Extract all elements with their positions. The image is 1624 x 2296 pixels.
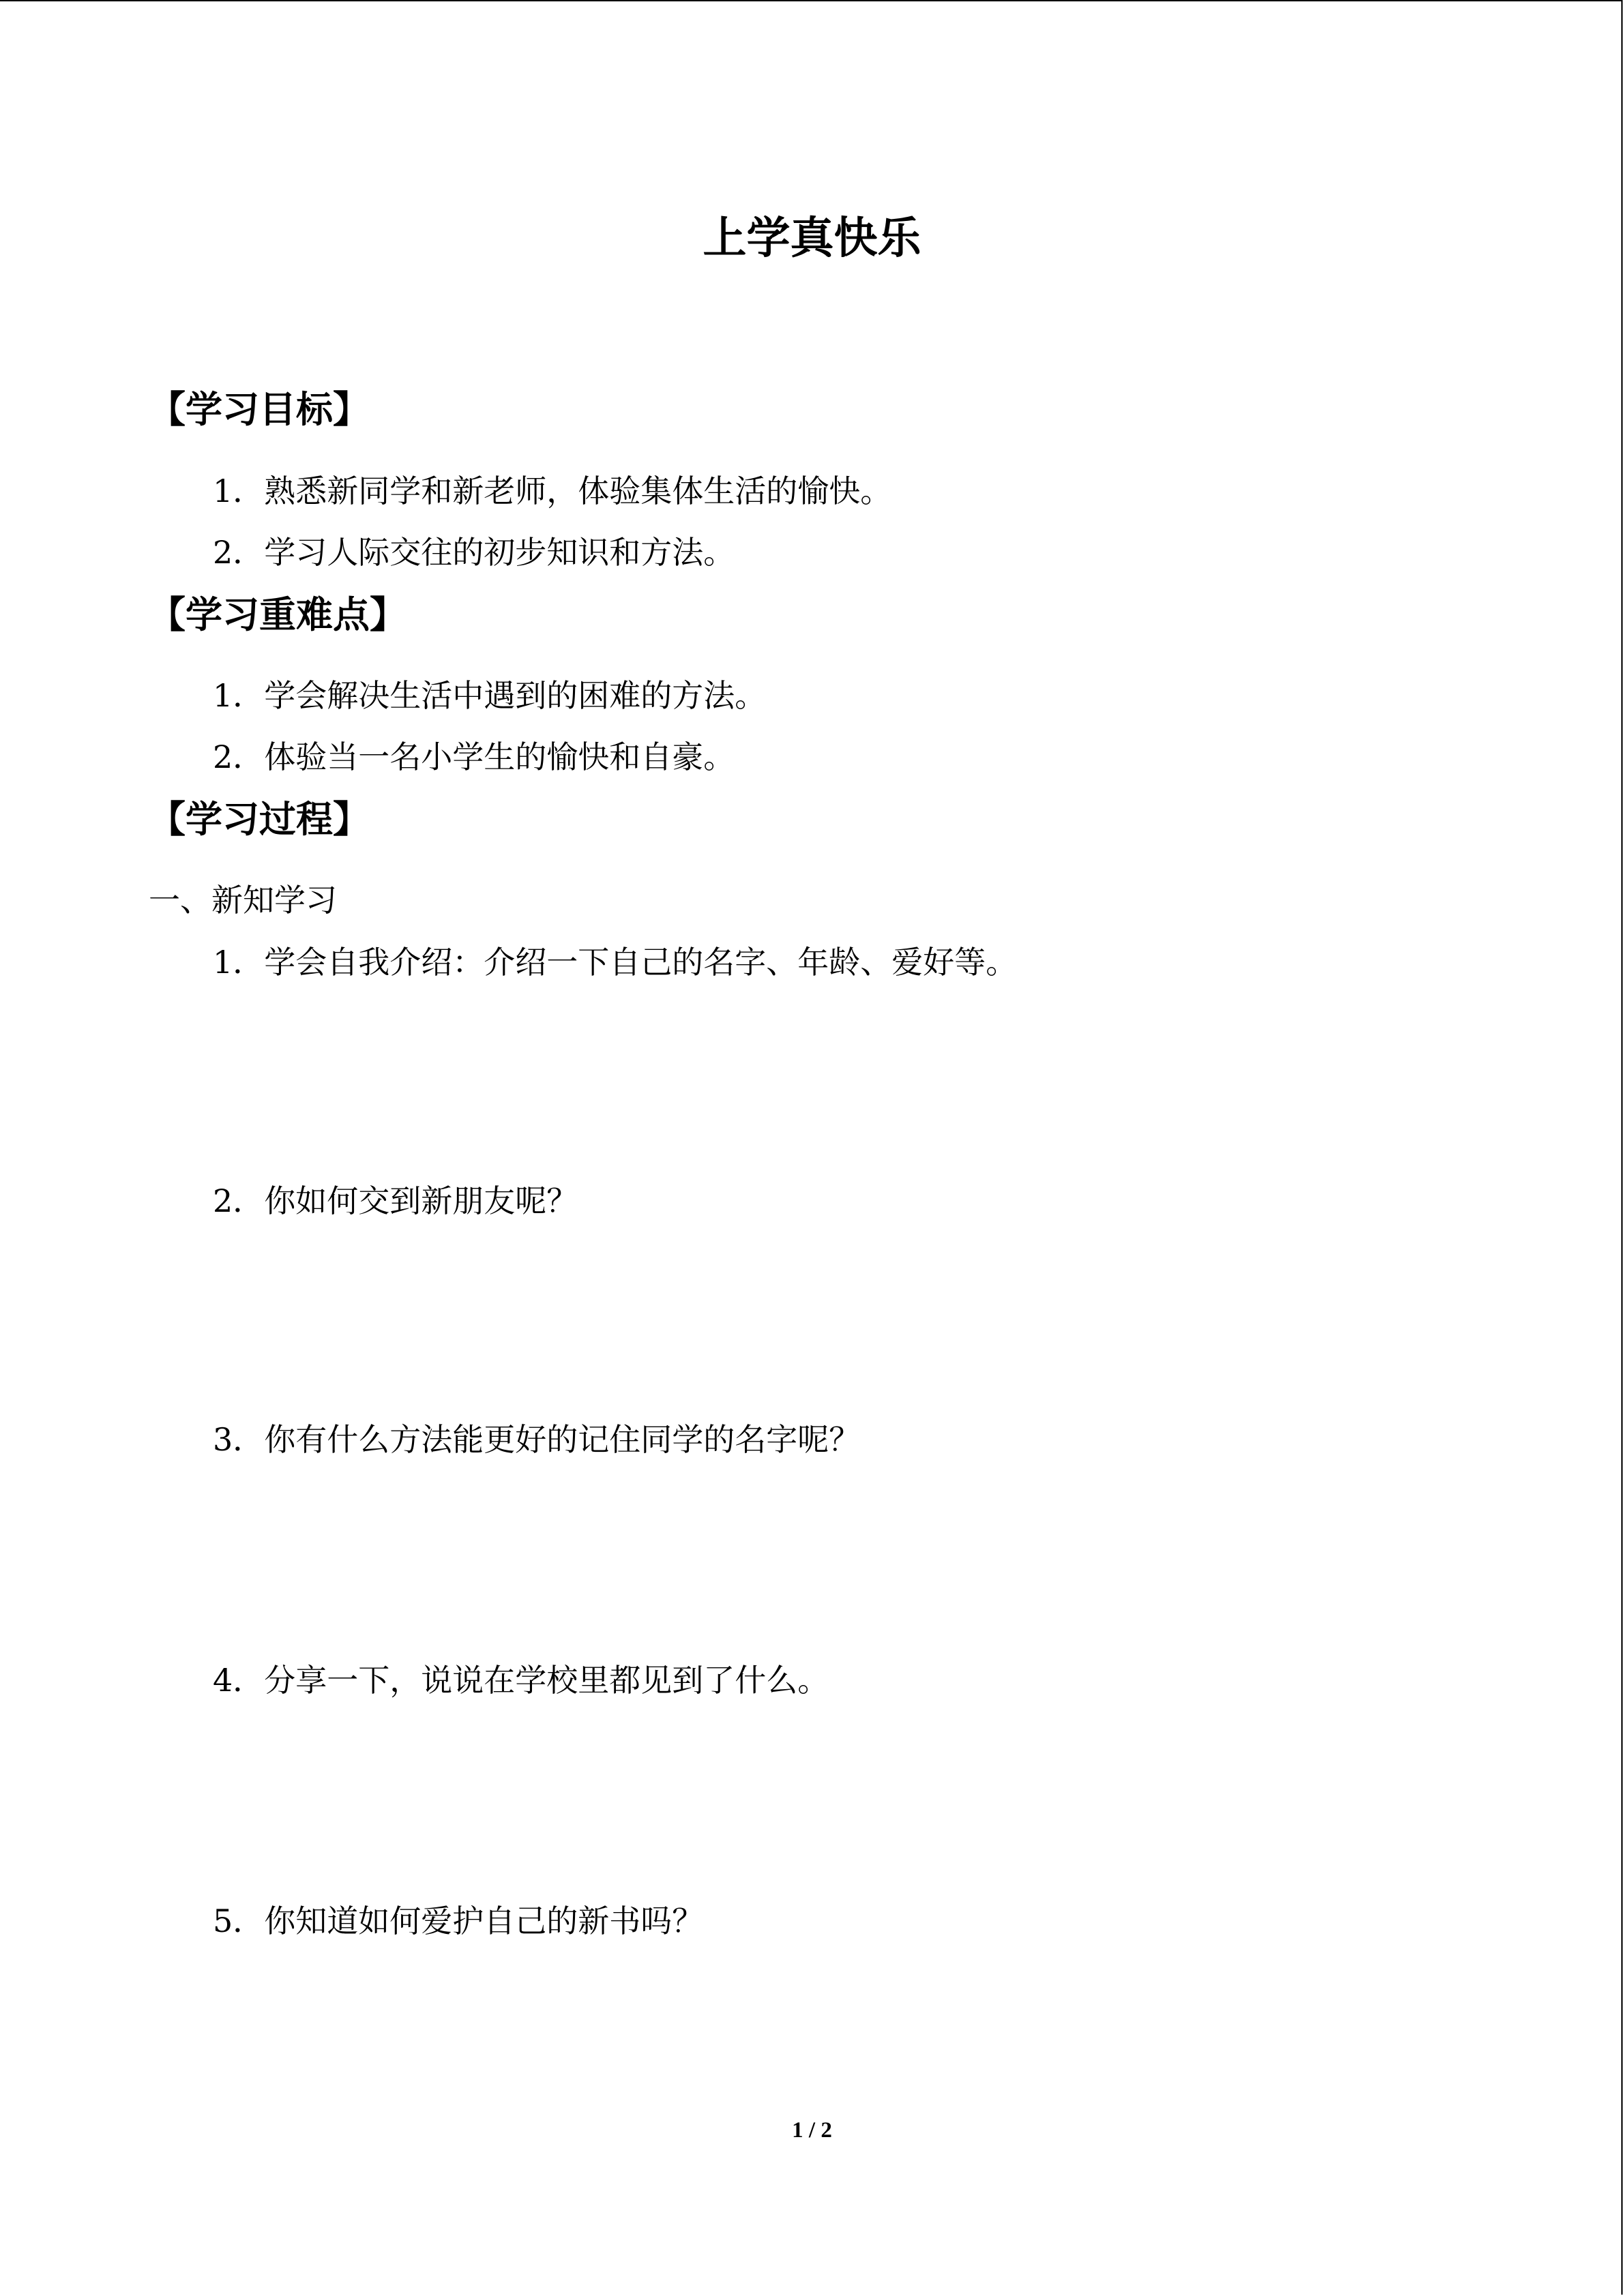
page-number: 1 / 2 [792,2118,832,2143]
objective-item-2: 2．学习人际交往的初步知识和方法。 [213,534,735,571]
section-title: 一、新知学习 [149,882,337,919]
key-points-heading: 【学习重难点】 [149,593,407,636]
objectives-heading: 【学习目标】 [149,388,370,431]
question-2: 2．你如何交到新朋友呢？ [213,1182,578,1219]
question-3: 3．你有什么方法能更好的记住同学的名字呢？ [213,1421,861,1458]
key-point-item-1: 1．学会解决生活中遇到的困难的方法。 [213,677,767,714]
objective-item-1: 1．熟悉新同学和新老师，体验集体生活的愉快。 [213,473,892,509]
key-point-item-2: 2．体验当一名小学生的愉快和自豪。 [213,739,735,775]
question-5: 5．你知道如何爱护自己的新书吗？ [213,1903,704,1939]
process-heading: 【学习过程】 [149,798,370,841]
page-title: 上学真快乐 [703,213,921,264]
question-1: 1．学会自我介绍：介绍一下自己的名字、年龄、爱好等。 [213,944,1018,981]
question-4: 4．分享一下，说说在学校里都见到了什么。 [213,1662,829,1699]
